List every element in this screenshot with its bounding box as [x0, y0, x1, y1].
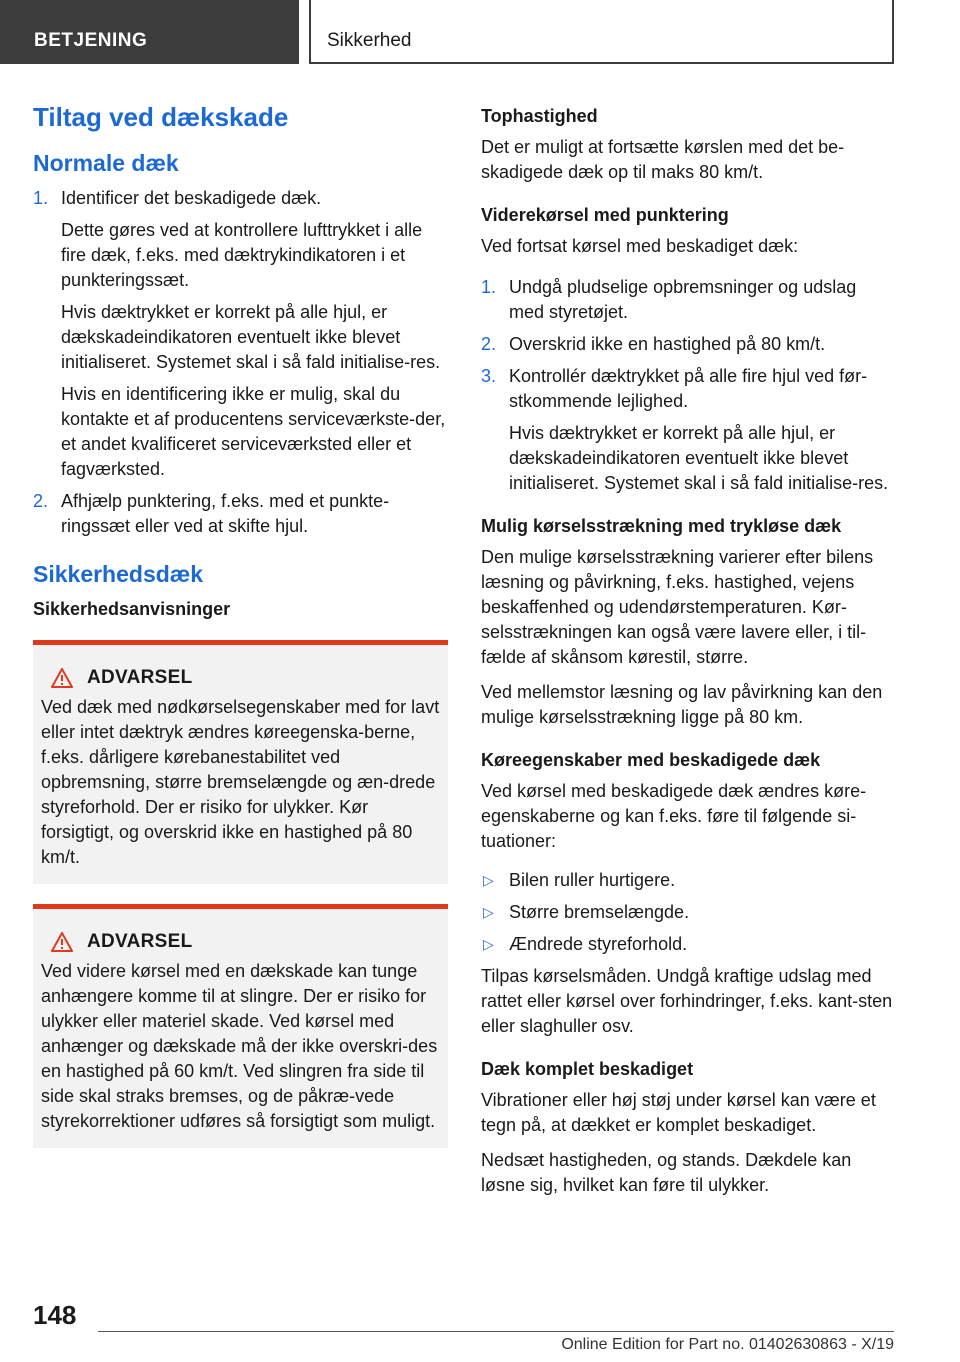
list-item	[481, 900, 894, 925]
safety-tires-heading: Sikkerhedsdæk	[33, 561, 204, 587]
continued-driving-heading: Viderekørsel med punktering	[481, 205, 729, 225]
list-item	[33, 489, 448, 539]
footer-edition: Online Edition for Part no. 01402630863 - X/19	[561, 1336, 894, 1353]
destroyed-tire-text: Vibrationer eller høj støj under kørsel kan være et tegn på, at dækket er komplet beskadiget.	[481, 1090, 876, 1135]
step-number: 2.	[481, 334, 497, 354]
step-text: Identificer det beskadigede dæk.	[61, 188, 322, 208]
page-title: Tiltag ved dækskade	[33, 102, 289, 132]
step-number: 2.	[33, 491, 49, 511]
bullet-text: Bilen ruller hurtigere.	[509, 870, 676, 890]
list-item	[481, 932, 894, 957]
warning-triangle-icon	[51, 932, 73, 952]
top-speed-heading: Tophastighed	[481, 106, 598, 126]
list-item	[481, 868, 894, 893]
list-item	[481, 364, 894, 496]
distance-text: Ved mellemstor læsning og lav påvirkning kan den mulige kørselsstrækning ligge på 80 km.	[481, 682, 883, 727]
list-item	[481, 275, 894, 325]
warning-box	[33, 904, 448, 1148]
top-speed-text: Det er muligt at fortsætte kørslen med det be-skadigede dæk op til maks 80 km/t.	[481, 137, 845, 182]
continued-driving-steps	[481, 275, 894, 496]
warning-box	[33, 640, 448, 884]
step-text: Overskrid ikke en hastighed på 80 km/t.	[509, 334, 826, 354]
left-column	[33, 100, 448, 1168]
handling-bullets	[481, 868, 894, 957]
bullet-text: Ændrede styreforhold.	[509, 934, 688, 954]
step-text: Afhjælp punktering, f.eks. med et punkte-ringssæt eller ved at skifte hjul.	[61, 491, 390, 536]
warning-header	[41, 667, 440, 689]
right-column	[481, 104, 894, 1198]
header-chapter-tab	[309, 0, 894, 64]
bullet-text: Større bremselængde.	[509, 902, 690, 922]
bullet-triangle-icon: ▷	[483, 872, 494, 888]
continued-driving-intro: Ved fortsat kørsel med beskadiget dæk:	[481, 236, 799, 256]
step-sub-text: Hvis dæktrykket er korrekt på alle hjul, er dækskadeindikatoren eventuelt ikke blevet initialiseret. Systemet skal i så fald initialise-res.	[61, 302, 441, 372]
list-item	[33, 186, 448, 482]
step-text: Kontrollér dæktrykket på alle fire hjul ved før-stkommende lejlighed.	[509, 366, 868, 411]
header-chapter-label: Sikkerhed	[327, 30, 412, 51]
distance-heading: Mulig kørselsstrækning med trykløse dæk	[481, 516, 842, 536]
bullet-triangle-icon: ▷	[483, 904, 494, 920]
handling-heading: Køreegenskaber med beskadigede dæk	[481, 750, 821, 770]
list-item	[481, 332, 894, 357]
safety-instructions-heading: Sikkerhedsanvisninger	[33, 599, 231, 619]
page-number: 148	[33, 1300, 77, 1330]
step-text: Undgå pludselige opbremsninger og udslag med styretøjet.	[509, 277, 857, 322]
step-number: 1.	[33, 188, 49, 208]
handling-outro: Tilpas kørselsmåden. Undgå kraftige udslag med rattet eller kørsel over forhindringer, f.eks. kant-sten eller slaghuller osv.	[481, 966, 893, 1036]
destroyed-tire-text: Nedsæt hastigheden, og stands. Dækdele kan løsne sig, hvilket kan føre til ulykker.	[481, 1150, 852, 1195]
destroyed-tire-heading: Dæk komplet beskadiget	[481, 1059, 694, 1079]
warning-title: ADVARSEL	[87, 667, 193, 688]
warning-header	[41, 931, 440, 953]
step-number: 3.	[481, 366, 497, 386]
step-sub-text: Hvis en identificering ikke er mulig, skal du kontakte et af producentens serviceværkste-der, et andet kvalificeret serviceværksted eller et fagværksted.	[61, 384, 446, 479]
warning-text: Ved dæk med nødkørselsegenskaber med for lavt eller intet dæktryk ændres køreegenska-berne, f.eks. dårligere kørebanestabilitet ved opbremsning, større bremselængde og æn-drede styreforhold. Der er risiko for ulykker. Kør forsigtigt, og overskrid ikke en hastighed på 80 km/t.	[41, 697, 440, 867]
step-sub-text: Dette gøres ved at kontrollere lufttrykket i alle fire dæk, f.eks. med dæktrykindikatoren i et punkteringssæt.	[61, 220, 423, 290]
warning-triangle-icon	[51, 668, 73, 688]
distance-text: Den mulige kørselsstrækning varierer efter bilens læsning og påvirkning, f.eks. hastighed, vejens beskaffenhed og udendørstemperaturen. Kør-selsstrækningen kan også være lavere eller, i til-fælde af skånsom kørestil, større.	[481, 547, 874, 667]
handling-intro: Ved kørsel med beskadigede dæk ændres køre-egenskaberne og kan f.eks. føre til følgende si-tuationer:	[481, 781, 867, 851]
normal-tires-steps	[33, 186, 448, 539]
bullet-triangle-icon: ▷	[483, 936, 494, 952]
step-sub-text: Hvis dæktrykket er korrekt på alle hjul, er dækskadeindikatoren eventuelt ikke blevet initialiseret. Systemet skal i så fald initialise-res.	[509, 423, 889, 493]
warning-text: Ved videre kørsel med en dækskade kan tunge anhængere komme til at slingre. Der er risiko for ulykker eller materiel skade. Ved kørsel med anhænger og dækskade må der ikke overskri-des en hastighed på 60 km/t. Ved slingren fra side til side skal straks bremses, og de påkræ-vede styrekorrektioner udføres så forsigtigt som muligt.	[41, 961, 438, 1131]
step-number: 1.	[481, 277, 497, 297]
warning-title: ADVARSEL	[87, 931, 193, 952]
header-section-label: BETJENING	[34, 30, 148, 51]
normal-tires-heading: Normale dæk	[33, 150, 179, 176]
footer-divider	[98, 1331, 894, 1332]
header-section-tab	[0, 0, 299, 64]
